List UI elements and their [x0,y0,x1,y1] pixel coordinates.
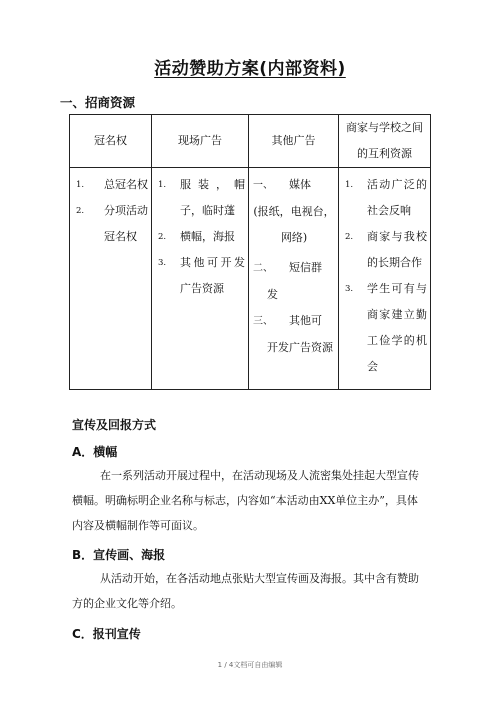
list-number: 三、 [253,316,273,327]
list-item [74,198,148,250]
heading-posters: B．宣传画、海报 [72,548,166,562]
document-title [0,54,500,79]
list-item [253,255,335,282]
document-title-text: 活动赞助方案(内部资料) [154,59,346,79]
list-text: 短信群 [289,261,322,274]
list-number: 二、 [253,263,273,274]
header-naming-rights: 冠名权 [70,115,152,168]
list-item [343,172,427,224]
cell-other-ads [249,168,339,390]
table-header-row [70,115,431,168]
list-number: 3. [158,258,167,268]
list-text: 其他可 [289,314,322,327]
list-number: 1. [345,180,354,190]
paragraph-banner [72,463,422,538]
list-number: 一、 [253,180,273,191]
section-heading-promotion: 宣传及回报方式 [72,418,157,432]
paragraph-posters [72,566,422,616]
list-text: 活动广泛的社会反响 [367,178,427,217]
table-row [70,168,431,390]
list-text-cont: (报纸，电视台，网络) [253,205,335,244]
list-text: 总冠名权 [104,178,148,191]
list-number: 3. [345,284,354,294]
heading-banner: A．横幅 [72,445,118,459]
list-text: 横幅，海报 [180,230,235,243]
paragraph-posters-text: 从活动开始，在各活动地点张贴大型宣传画及海报。其中含有赞助方的企业文化等介绍。 [72,572,419,610]
list-item [156,250,245,302]
list-text: 学生可有与商家建立勤工俭学的机会 [367,282,427,373]
list-number: 2. [345,232,354,242]
list-item [156,172,245,224]
header-other-ads: 其他广告 [249,115,339,168]
header-mutual-benefit: 商家与学校之间的互利资源 [339,115,431,168]
list-item [253,172,335,199]
list-number: 2. [76,206,85,216]
section-heading-resources: 一、招商资源 [60,95,136,110]
list-text: 媒体 [289,178,311,191]
paragraph-banner-text: 在一系列活动开展过程中，在活动现场及人流密集处挂起大型宣传横幅。明确标明企业名称与标志，内容如“本活动由XX单位主办”，具体内容及横幅制作等可面议。 [72,469,419,532]
header-onsite-ads: 现场广告 [152,115,249,168]
list-item [343,276,427,380]
list-text-cont: 开发广告资源 [267,341,333,354]
cell-onsite-ads [152,168,249,390]
page-footer: 1 / 4文档可自由编辑 [217,661,283,669]
list-number: 1. [76,180,85,190]
list-item [343,224,427,276]
list-item [156,224,245,250]
cell-mutual-benefit [339,168,431,390]
cell-naming-rights [70,168,152,390]
list-item [253,308,335,335]
list-text: 分项活动冠名权 [104,204,148,243]
list-text-cont: 发 [267,288,278,301]
list-text: 服装，帽子，临时蓬 [180,178,245,217]
list-number: 2. [158,232,167,242]
list-item [74,172,148,198]
list-number: 1. [158,180,167,190]
sponsor-resources-table [69,114,431,390]
list-text: 其他可开发广告资源 [180,256,245,295]
list-text: 商家与我校的长期合作 [367,230,427,269]
heading-press: C．报刊宣传 [72,627,141,641]
